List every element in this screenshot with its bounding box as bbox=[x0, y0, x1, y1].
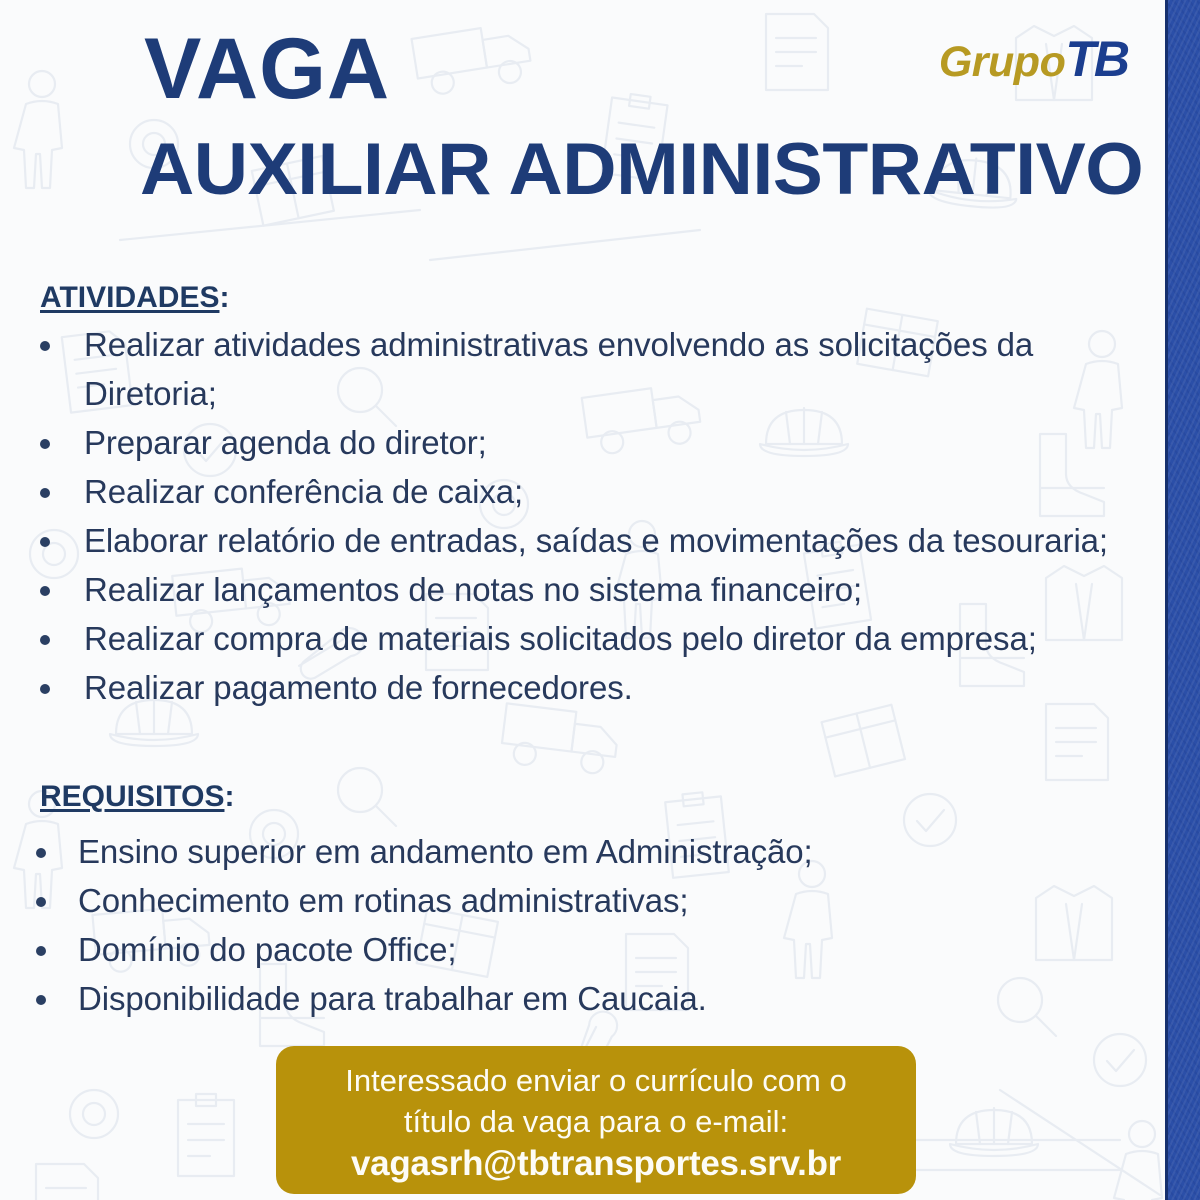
cta-line-2: título da vaga para o e-mail: bbox=[403, 1104, 789, 1139]
right-edge-stripe bbox=[1165, 0, 1200, 1200]
section-heading-requisitos-label: REQUISITOS bbox=[40, 780, 225, 813]
section-heading-requisitos-colon: : bbox=[224, 780, 235, 813]
list-item: Realizar conferência de caixa; bbox=[0, 467, 1168, 516]
list-item: Realizar atividades administrativas envolvendo as solicitações da Diretoria; bbox=[0, 320, 1168, 418]
list-item: Preparar agenda do diretor; bbox=[0, 418, 1168, 467]
edge-stripe-texture bbox=[1168, 0, 1200, 1200]
section-heading-requisitos bbox=[40, 780, 1168, 813]
list-item: Realizar compra de materiais solicitados pelo diretor da empresa; bbox=[0, 614, 1168, 663]
application-cta-box bbox=[276, 1046, 916, 1194]
list-item: Realizar lançamentos de notas no sistema financeiro; bbox=[0, 565, 1168, 614]
cta-line-1: Interessado enviar o currículo com o bbox=[345, 1063, 847, 1098]
section-heading-atividades-label: ATIVIDADES bbox=[40, 281, 220, 314]
requisitos-list bbox=[0, 827, 1168, 1023]
list-item: Conhecimento em rotinas administrativas; bbox=[0, 876, 1168, 925]
list-item: Disponibilidade para trabalhar em Caucaia. bbox=[0, 974, 1168, 1023]
section-heading-atividades-colon: : bbox=[219, 281, 230, 314]
section-requisitos bbox=[0, 780, 1168, 1023]
page-title-vaga: VAGA bbox=[144, 21, 391, 117]
list-item: Elaborar relatório de entradas, saídas e movimentações da tesouraria; bbox=[0, 516, 1168, 565]
page-title-role: AUXILIAR ADMINISTRATIVO bbox=[140, 129, 1144, 210]
application-email[interactable]: vagasrh@tbtransportes.srv.br bbox=[351, 1144, 841, 1183]
brand-logo bbox=[938, 31, 1128, 87]
list-item: Realizar pagamento de fornecedores. bbox=[0, 663, 1168, 712]
atividades-list bbox=[0, 320, 1168, 712]
brand-logo-grupo: Grupo bbox=[938, 38, 1066, 86]
brand-logo-tb: TB bbox=[1065, 31, 1128, 87]
list-item: Ensino superior em andamento em Administração; bbox=[0, 827, 1168, 876]
section-atividades bbox=[0, 281, 1168, 712]
list-item: Domínio do pacote Office; bbox=[0, 925, 1168, 974]
section-heading-atividades bbox=[40, 281, 1168, 314]
